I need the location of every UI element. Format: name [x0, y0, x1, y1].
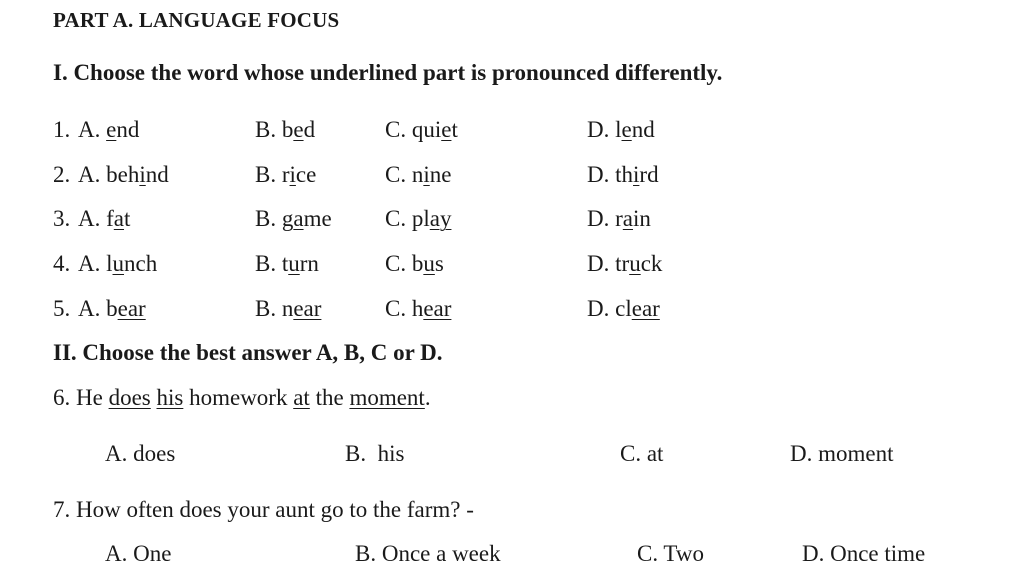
underlined-part: a [113, 206, 125, 231]
word-prefix: tr [615, 251, 630, 276]
word-suffix: me [303, 206, 332, 231]
answer-option[interactable] [78, 117, 139, 143]
answer-option[interactable]: A. One [105, 541, 172, 566]
answer-option[interactable] [385, 117, 458, 143]
answer-option[interactable] [255, 117, 315, 143]
answer-option[interactable]: C. Two [637, 541, 704, 566]
word-prefix: l [615, 117, 622, 142]
answer-option[interactable] [385, 296, 451, 322]
question-number: 1. [53, 117, 71, 142]
answer-option[interactable]: C. at [620, 441, 664, 466]
answer-option[interactable] [78, 206, 130, 232]
underlined-part: ay [429, 206, 452, 231]
word-prefix: cl [615, 296, 632, 321]
question-number: 5. [53, 296, 71, 321]
word-suffix: nd [116, 117, 140, 142]
underlined-part: e [621, 117, 632, 142]
underlined-part: a [293, 206, 304, 231]
answer-option[interactable]: B. Once a week [355, 541, 501, 566]
answer-option[interactable] [255, 251, 319, 277]
question-number: 2. [53, 162, 71, 187]
sentence-text: homework [183, 385, 294, 410]
word-prefix: pl [411, 206, 430, 231]
word-suffix: ce [295, 162, 317, 187]
option-letter: B. [255, 251, 277, 276]
option-letter: B. [255, 296, 277, 321]
word-suffix: in [633, 206, 651, 231]
underlined-part: u [423, 251, 435, 276]
word-prefix: b [106, 296, 118, 321]
question-6-text [53, 385, 431, 411]
option-letter: A. [78, 162, 101, 187]
word-suffix: nd [145, 162, 169, 187]
word-prefix: th [615, 162, 634, 187]
answer-option[interactable]: D. moment [790, 441, 894, 466]
word-prefix: n [411, 162, 424, 187]
underlined-word: his [156, 385, 184, 410]
word-suffix: rd [639, 162, 659, 187]
word-prefix: qui [411, 117, 442, 142]
word-prefix: b [281, 117, 294, 142]
word-suffix: t [451, 117, 458, 142]
word-suffix: d [303, 117, 316, 142]
underlined-part: i [139, 162, 146, 187]
question-number: 3. [53, 206, 71, 231]
answer-option[interactable] [255, 162, 316, 188]
underlined-part: e [293, 117, 304, 142]
answer-option[interactable] [385, 206, 451, 232]
section2-title: II. Choose the best answer A, B, C or D. [53, 340, 443, 365]
answer-option[interactable] [385, 162, 451, 188]
underlined-part: e [106, 117, 117, 142]
answer-option[interactable]: A. does [105, 441, 176, 466]
word-prefix: f [106, 206, 114, 231]
option-letter: B. [255, 117, 277, 142]
option-letter: D. [587, 296, 610, 321]
answer-option[interactable] [587, 162, 659, 188]
option-letter: C. [385, 117, 407, 142]
underlined-part: i [423, 162, 430, 187]
answer-option[interactable] [385, 251, 444, 277]
option-letter: B. [255, 162, 277, 187]
underlined-part: ear [423, 296, 452, 321]
word-prefix: b [411, 251, 424, 276]
underlined-part: a [622, 206, 634, 231]
underlined-part: ear [631, 296, 660, 321]
word-prefix: h [411, 296, 424, 321]
answer-option[interactable] [78, 251, 157, 277]
option-letter: B. [255, 206, 277, 231]
word-suffix: s [434, 251, 444, 276]
underlined-part: u [112, 251, 125, 276]
underlined-part: ear [293, 296, 322, 321]
word-prefix: beh [106, 162, 140, 187]
section1-title: I. Choose the word whose underlined part is pronounced differently. [53, 60, 723, 85]
option-letter: D. [587, 117, 610, 142]
word-suffix: nch [124, 251, 158, 276]
underlined-part: u [288, 251, 300, 276]
answer-option[interactable] [255, 296, 321, 322]
word-prefix: r [281, 162, 290, 187]
underlined-part: e [441, 117, 452, 142]
sentence-text: the [309, 385, 350, 410]
word-suffix: ne [429, 162, 452, 187]
question-number: 4. [53, 251, 71, 276]
option-letter: A. [78, 206, 101, 231]
option-letter: C. [385, 162, 407, 187]
option-letter: D. [587, 206, 610, 231]
word-suffix: ck [640, 251, 663, 276]
answer-option[interactable] [587, 206, 651, 232]
word-prefix: l [106, 251, 113, 276]
option-letter: A. [78, 251, 101, 276]
option-letter: C. [385, 251, 407, 276]
answer-option[interactable] [587, 251, 662, 277]
underlined-word: moment [349, 385, 425, 410]
underlined-word: at [293, 385, 310, 410]
answer-option[interactable] [587, 117, 655, 143]
answer-option[interactable]: D. Once time [802, 541, 926, 566]
option-letter: C. [385, 296, 407, 321]
option-letter: D. [587, 162, 610, 187]
word-prefix: g [281, 206, 294, 231]
underlined-part: ear [117, 296, 146, 321]
underlined-part: i [289, 162, 296, 187]
underlined-word: does [108, 385, 151, 410]
word-suffix: rn [299, 251, 319, 276]
answer-option[interactable]: B. his [345, 441, 405, 466]
answer-option[interactable] [255, 206, 332, 232]
word-suffix: nd [631, 117, 655, 142]
answer-option[interactable] [78, 296, 146, 322]
answer-option[interactable] [587, 296, 660, 322]
option-letter: C. [385, 206, 407, 231]
underlined-part: u [629, 251, 641, 276]
option-letter: A. [78, 296, 101, 321]
part-title: PART A. LANGUAGE FOCUS [53, 8, 340, 32]
word-suffix: t [124, 206, 131, 231]
sentence-text: . [424, 385, 431, 410]
question-7-text: 7. How often does your aunt go to the farm? - [53, 497, 474, 522]
word-prefix: t [281, 251, 289, 276]
word-prefix: n [281, 296, 294, 321]
answer-option[interactable] [78, 162, 169, 188]
sentence-text: 6. He [53, 385, 109, 410]
underlined-part: i [633, 162, 640, 187]
word-prefix: r [615, 206, 623, 231]
option-letter: D. [587, 251, 610, 276]
option-letter: A. [78, 117, 101, 142]
